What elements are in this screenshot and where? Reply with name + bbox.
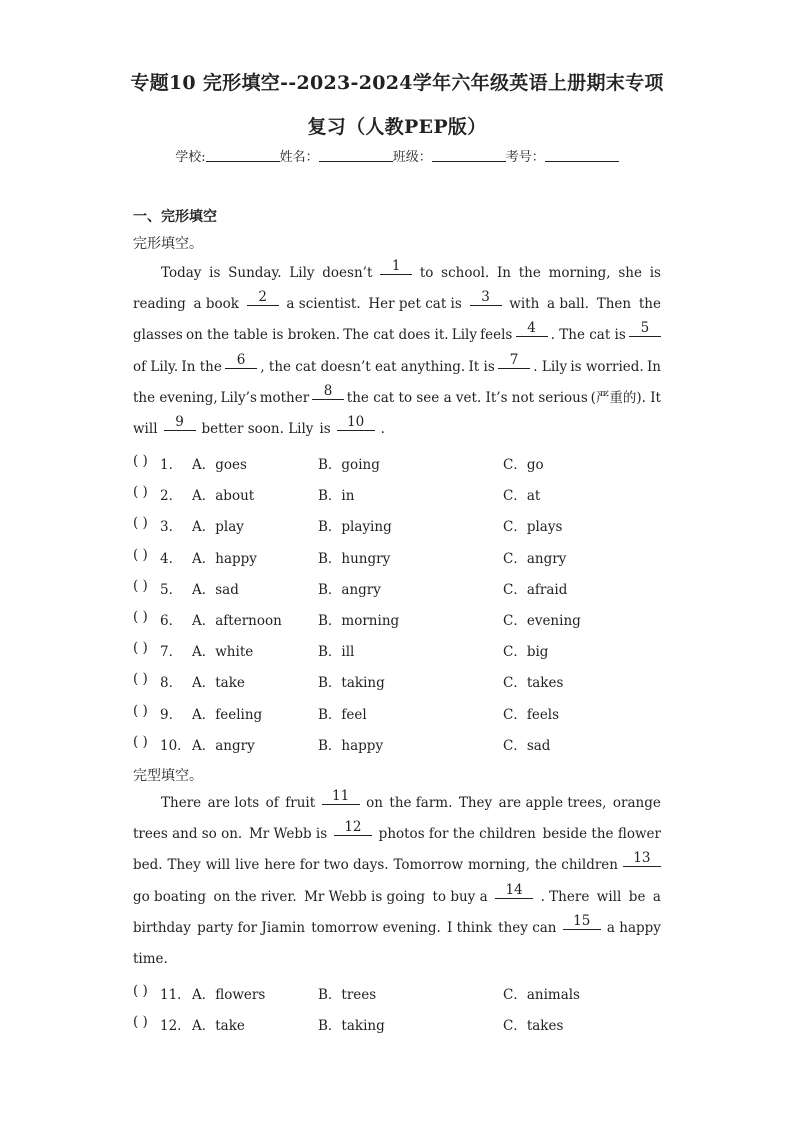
class-label: 班级： [392, 150, 432, 165]
passage-text: They [167, 857, 201, 874]
option-b[interactable]: B．ill [318, 644, 355, 661]
blank-11[interactable]: 11 [322, 788, 360, 805]
option-c[interactable]: C．plays [503, 519, 563, 536]
blank-14[interactable]: 14 [495, 882, 533, 899]
passage-text: The cat does it. [343, 327, 449, 344]
passage-text: live [235, 857, 260, 874]
passage-text: to [419, 265, 434, 281]
school-label: 学校: [175, 150, 206, 165]
question-row [133, 983, 693, 1003]
option-a[interactable]: A．take [192, 1018, 245, 1035]
passage-text: . Lily [533, 358, 568, 375]
option-c[interactable]: C．afraid [503, 581, 568, 598]
answer-parentheses[interactable]: ( ) [133, 640, 148, 657]
option-a[interactable]: A．happy [192, 550, 257, 567]
passage-text: they can [498, 919, 557, 936]
name-field[interactable] [319, 149, 393, 162]
page-title-line2: 复习（人教PEP版） [307, 116, 487, 138]
passage-text: on [366, 795, 383, 811]
option-a[interactable]: A．take [192, 675, 245, 692]
passage-text: birthday [133, 919, 191, 936]
question-row [133, 640, 693, 660]
passage-text: In [646, 358, 661, 375]
blank-4[interactable]: 4 [516, 320, 548, 337]
option-c[interactable]: C．takes [503, 675, 564, 692]
question-row [133, 671, 693, 691]
exam-number-field[interactable] [545, 149, 619, 162]
passage-text: the evening, [133, 389, 218, 406]
passage-text: the cat to see a vet. It’s not serious [346, 389, 588, 406]
passage-text: will [596, 888, 622, 905]
passage-text: reading [133, 296, 186, 313]
passage-text: (严重的). It [590, 389, 661, 406]
passage-text: beside the flower [542, 826, 661, 843]
question-number: 11． [160, 987, 191, 1003]
answer-parentheses[interactable]: ( ) [133, 671, 148, 688]
passage-text: , the cat doesn’t eat anything. [260, 358, 466, 375]
passage2-heading: 完型填空。 [133, 768, 203, 784]
blank-6[interactable]: 6 [225, 352, 257, 369]
question-number: 7． [160, 644, 183, 661]
passage-text: will [133, 420, 158, 437]
question-row [133, 1014, 693, 1034]
option-c[interactable]: C．go [503, 457, 544, 473]
question-number: 10． [160, 737, 191, 754]
blank-13[interactable]: 13 [623, 850, 661, 867]
question-number: 12． [160, 1018, 191, 1035]
passage-text: morning, [467, 857, 530, 874]
passage-text: she [618, 265, 642, 281]
passage-line [133, 383, 661, 414]
passage-text: with [509, 296, 540, 313]
passage-text: on the table is broken. [185, 327, 341, 344]
passage-text: better soon. Lily [201, 420, 314, 437]
option-a[interactable]: A．sad [192, 581, 239, 598]
section-title: 一、完形填空 [133, 209, 217, 225]
passage-text: morning, [548, 265, 611, 281]
passage-text: be [628, 888, 646, 905]
passage-text: Lily [289, 265, 315, 281]
passage-text: They [458, 795, 493, 811]
passage-text: is [649, 265, 661, 281]
passage-line [133, 850, 661, 881]
passage-line [133, 788, 661, 819]
passage-text: on the river. [213, 888, 297, 905]
passage-text: mother [259, 389, 310, 406]
blank-1[interactable]: 1 [380, 258, 412, 275]
answer-parentheses[interactable]: ( ) [133, 983, 148, 999]
option-c[interactable]: C．sad [503, 737, 551, 754]
page-title: 专题10 完形填空--2023-2024学年六年级英语上册期末专项 [130, 72, 664, 94]
question-row [133, 703, 693, 723]
question-number: 1． [160, 457, 183, 473]
passage-text: a book [193, 296, 239, 313]
passage2 [133, 788, 661, 975]
passage-text: is [209, 265, 221, 281]
passage-text: In [496, 265, 511, 281]
exam-number-label: 考号： [505, 150, 545, 165]
passage-text: Lily’s [220, 389, 257, 406]
passage-line [133, 944, 661, 975]
option-a[interactable]: A．flowers [192, 987, 266, 1003]
passage-text: photos for the children [378, 826, 536, 843]
passage-text: time. [133, 950, 168, 967]
option-c[interactable]: C．big [503, 644, 549, 661]
blank-9[interactable]: 9 [164, 414, 196, 431]
passage-text: I think [447, 919, 492, 936]
blank-15[interactable]: 15 [563, 913, 601, 930]
blank-5[interactable]: 5 [629, 320, 661, 337]
option-a[interactable]: A．white [192, 644, 254, 661]
passage-line [133, 352, 661, 383]
passage-text: Sunday. [228, 265, 282, 281]
question-number: 8． [160, 675, 183, 692]
question-number: 9． [160, 706, 183, 723]
option-c[interactable]: C．takes [503, 1018, 564, 1035]
passage-line [133, 289, 661, 320]
student-info-row [0, 146, 794, 165]
question-row [133, 609, 693, 629]
passage-text: . There [540, 888, 590, 905]
answer-parentheses[interactable]: ( ) [133, 515, 148, 532]
passage-text: Tomorrow [393, 857, 464, 874]
passage-text: Her pet cat is [368, 296, 462, 313]
blank-7[interactable]: 7 [498, 352, 530, 369]
option-a[interactable]: A．about [192, 488, 255, 505]
question-row [133, 547, 693, 567]
passage-text: here for two days. [264, 857, 389, 874]
passage-text: the [518, 265, 541, 281]
passage-text: a ball. [547, 296, 589, 313]
option-c[interactable]: C．animals [503, 987, 580, 1003]
answer-parentheses[interactable]: ( ) [133, 702, 148, 719]
blank-12[interactable]: 12 [334, 819, 372, 836]
passage-line [133, 882, 661, 913]
option-b[interactable]: B．taking [318, 1018, 385, 1035]
option-b[interactable]: B．going [318, 457, 380, 473]
passage-text: party for Jiamin [197, 919, 306, 936]
question-number: 2． [160, 488, 183, 505]
option-a[interactable]: A．afternoon [192, 613, 282, 629]
passage-text: Then [596, 296, 632, 313]
question-number: 6． [160, 613, 183, 629]
passage-text: Mr Webb is [248, 826, 328, 843]
passage-text: Today [161, 265, 202, 281]
passage-text: a [652, 888, 661, 905]
answer-parentheses[interactable]: ( ) [133, 733, 148, 750]
option-b[interactable]: B．in [318, 488, 355, 505]
passage-text: feels [480, 327, 513, 344]
question-row [133, 515, 693, 535]
blank-2[interactable]: 2 [247, 289, 279, 306]
passage-text: of [265, 795, 279, 811]
passage1 [133, 258, 661, 445]
passage-text: are lots [207, 795, 260, 811]
passage1-heading: 完形填空。 [133, 236, 203, 252]
option-b[interactable]: B．feel [318, 706, 367, 723]
passage-line [133, 819, 661, 850]
passage-text: is [319, 420, 331, 437]
answer-parentheses[interactable]: ( ) [133, 484, 148, 501]
question-row [133, 453, 693, 473]
passage-text: Lily [451, 327, 477, 344]
passage-text: of Lily. [133, 358, 179, 375]
passage-text: to buy a [432, 888, 488, 905]
option-b[interactable]: B．happy [318, 737, 384, 754]
passage-line [133, 320, 661, 351]
passage-text: . The cat is [550, 327, 626, 344]
passage-text: will [205, 857, 231, 874]
passage-text: are apple trees, [498, 795, 607, 811]
passage-text: trees and so on. [133, 826, 243, 843]
passage-text: fruit [285, 795, 316, 811]
question-number: 5． [160, 581, 183, 598]
option-c[interactable]: C．feels [503, 706, 560, 723]
passage-text: Mr Webb is going [304, 888, 425, 905]
passage-text: the children [534, 857, 618, 874]
option-b[interactable]: B．playing [318, 519, 392, 536]
passage-line [133, 913, 661, 944]
option-a[interactable]: A．play [192, 519, 244, 536]
blank-3[interactable]: 3 [470, 289, 502, 306]
question-number: 4． [160, 550, 183, 567]
passage-text: It is [468, 358, 495, 375]
option-c[interactable]: C．angry [503, 550, 567, 567]
passage-text: orange [612, 795, 661, 811]
passage-text: . [380, 420, 385, 437]
blank-10[interactable]: 10 [337, 414, 375, 431]
passage-line [133, 414, 661, 445]
question-number: 3． [160, 519, 183, 536]
passage-text: doesn’t [322, 265, 373, 281]
answer-parentheses[interactable]: ( ) [133, 1014, 148, 1031]
option-a[interactable]: A．goes [192, 457, 247, 473]
option-a[interactable]: A．feeling [192, 706, 263, 723]
school-field[interactable] [206, 149, 280, 162]
question-row [133, 734, 693, 754]
option-b[interactable]: B．angry [318, 581, 381, 598]
option-b[interactable]: B．trees [318, 987, 377, 1003]
passage-text: is worried. [570, 358, 644, 375]
passage-text: In the [181, 358, 222, 375]
answer-parentheses[interactable]: ( ) [133, 453, 148, 469]
option-a[interactable]: A．angry [192, 737, 255, 754]
class-field[interactable] [432, 149, 506, 162]
option-b[interactable]: B．hungry [318, 550, 391, 567]
answer-parentheses[interactable]: ( ) [133, 546, 148, 563]
option-b[interactable]: B．morning [318, 613, 400, 629]
passage-text: a happy [606, 919, 661, 936]
answer-parentheses[interactable]: ( ) [133, 609, 148, 625]
question-row [133, 578, 693, 598]
blank-8[interactable]: 8 [312, 383, 344, 400]
passage-text: There [161, 795, 202, 811]
passage-text: tomorrow evening. [311, 919, 441, 936]
option-b[interactable]: B．taking [318, 675, 385, 692]
option-c[interactable]: C．at [503, 488, 541, 505]
question-row [133, 484, 693, 504]
passage-text: go boating [133, 888, 206, 905]
passage-text: the [638, 296, 661, 313]
name-label: 姓名： [279, 150, 319, 165]
passage-text: the farm. [389, 795, 453, 811]
passage-text: bed. [133, 857, 163, 874]
option-c[interactable]: C．evening [503, 613, 581, 629]
passage-line [133, 258, 661, 289]
answer-parentheses[interactable]: ( ) [133, 577, 148, 594]
passage-text: glasses [133, 327, 183, 344]
passage-text: school. [441, 265, 490, 281]
passage-text: a scientist. [286, 296, 361, 313]
